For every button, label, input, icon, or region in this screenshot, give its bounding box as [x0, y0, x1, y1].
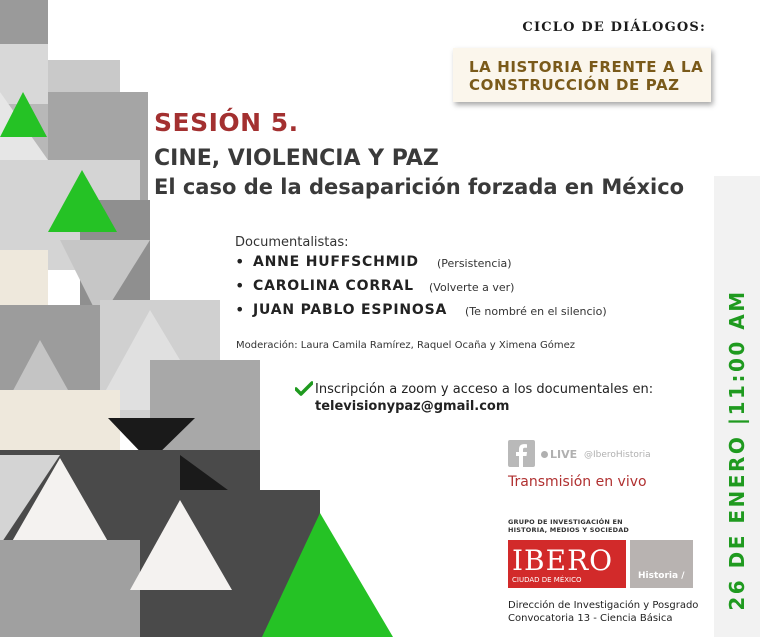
- call-text: Convocatoria 13 - Ciencia Básica: [508, 613, 673, 624]
- documentalist-name: JUAN PABLO ESPINOSA: [253, 302, 448, 318]
- research-group-name: GRUPO DE INVESTIGACIÓN EN HISTORIA, MEDIOS Y SOCIEDAD: [508, 518, 630, 534]
- ibero-logo-text: IBERO: [512, 544, 614, 577]
- live-dot-icon: [541, 451, 548, 458]
- documentalist-name: ANNE HUFFSCHMID: [253, 254, 419, 270]
- moderation-text: Moderación: Laura Camila Ramírez, Raquel Ocaña y Ximena Gómez: [236, 340, 576, 351]
- check-icon: [295, 381, 313, 397]
- film-title: (Persistencia): [437, 257, 512, 270]
- live-label: LIVE: [550, 448, 578, 461]
- series-title-line2: CONSTRUCCIÓN DE PAZ: [469, 76, 680, 94]
- documentalists-heading: Documentalistas:: [235, 235, 349, 250]
- registration-text: Inscripción a zoom y acceso a los documentales en:: [315, 382, 654, 397]
- series-title-line1: LA HISTORIA FRENTE A LA: [469, 58, 704, 76]
- stream-text: Transmisión en vivo: [508, 474, 647, 490]
- event-date: 26 DE ENERO |11:00 AM: [725, 289, 749, 611]
- direction-text: Dirección de Investigación y Posgrado: [508, 600, 699, 611]
- documentalist-name: CAROLINA CORRAL: [253, 278, 414, 294]
- bullet-icon: •: [235, 252, 245, 271]
- bullet-icon: •: [235, 276, 245, 295]
- history-dept-logo: [630, 540, 693, 588]
- film-title: (Volverte a ver): [429, 281, 515, 294]
- ibero-logo-subtitle: CIUDAD DE MÉXICO: [512, 576, 582, 584]
- ibero-logo: [508, 540, 626, 588]
- series-label: CICLO DE DIÁLOGOS:: [522, 20, 706, 35]
- bullet-icon: •: [235, 300, 245, 319]
- session-subtitle: El caso de la desaparición forzada en México: [154, 175, 685, 199]
- session-title: CINE, VIOLENCIA Y PAZ: [154, 146, 439, 171]
- history-dept-text: Historia /: [638, 571, 685, 581]
- facebook-icon[interactable]: [508, 440, 535, 467]
- session-number: SESIÓN 5.: [154, 108, 299, 137]
- registration-email[interactable]: televisionypaz@gmail.com: [315, 399, 510, 414]
- series-title-box: [453, 48, 711, 102]
- social-handle[interactable]: @IberoHistoria: [584, 450, 651, 460]
- film-title: (Te nombré en el silencio): [465, 305, 607, 318]
